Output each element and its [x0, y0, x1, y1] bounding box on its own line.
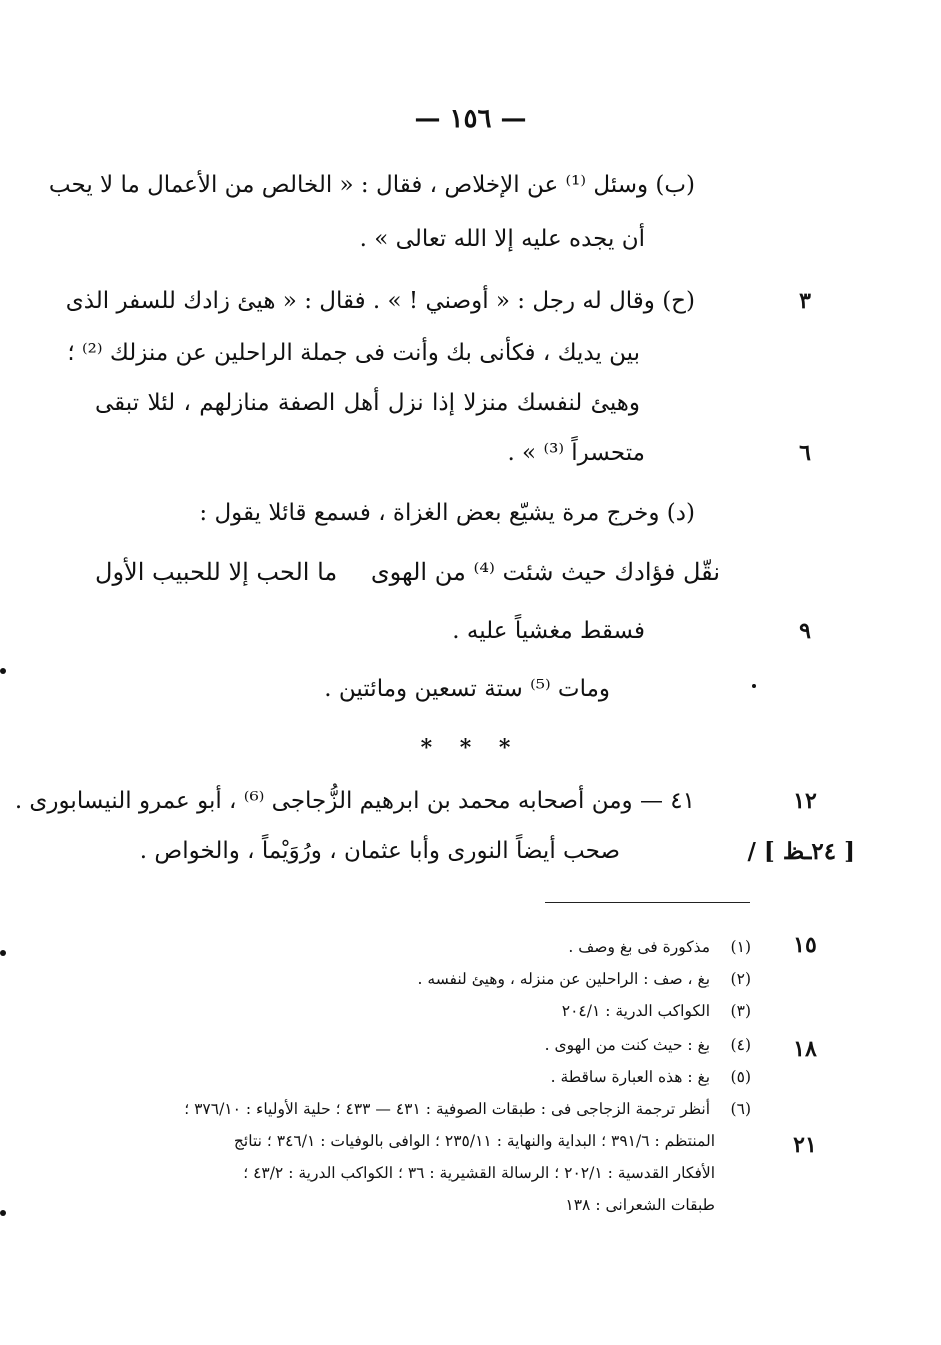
line-number-9: ٩	[799, 618, 811, 644]
line-number-18: ١٨	[793, 1036, 817, 1062]
scan-speck	[752, 684, 756, 688]
footnote-6-line-4: طبقات الشعرانى : ١٣٨	[565, 1196, 715, 1214]
scan-speck	[0, 668, 6, 674]
line-number-3: ٣	[799, 288, 811, 314]
text-line-c3: وهيئ لنفسك منزلا إذا نزل أهل الصفة منازلهم ، لئلا تبقى	[95, 390, 640, 416]
footnote-6-line-3: الأفكار القدسية : ٢٠٢/١ ؛ الرسالة القشيرية : ٣٦ ؛ الكواكب الدرية : ٤٣/٢ ؛	[243, 1164, 715, 1182]
verse-first-hemistich: نقّل فؤادك حيث شئت ⁽⁴⁾ من الهوى	[370, 558, 720, 586]
footnote-6-mark: (٦)	[730, 1100, 751, 1118]
footnote-3	[562, 1002, 751, 1020]
line-number-15: ١٥	[793, 932, 817, 958]
line-number-21: ٢١	[793, 1132, 817, 1158]
footnote-2-mark: (٢)	[730, 970, 751, 988]
folio-marker: [ ٢٤ـظ ] /	[747, 838, 855, 865]
poetry-verse	[95, 558, 720, 594]
footnote-1-text: مذكورة فى بغ وصف .	[568, 938, 711, 956]
footnote-1-mark: (١)	[730, 938, 751, 956]
text-line-d1: (د) وخرج مرة يشيّع بعض الغزاة ، فسمع قائلا يقول :	[199, 500, 695, 526]
footnote-6-line-2: المنتظم : ٣٩١/٦ ؛ البداية والنهاية : ٢٣٥/١١ ؛ الوافى بالوفيات : ٣٤٦/١ ؛ نتائج	[233, 1132, 715, 1150]
text-line-e1: ٤١ — ومن أصحابه محمد بن ابرهيم الزُّجاجى ⁽⁶⁾ ، أبو عمرو النيسابورى .	[14, 788, 695, 814]
text-line-c2: بين يديك ، فكأنى بك وأنت فى جملة الراحلين عن منزلك ⁽²⁾ ؛	[67, 340, 640, 366]
footnote-4-mark: (٤)	[730, 1036, 751, 1054]
text-line-b1: (ب) وسئل ⁽¹⁾ عن الإخلاص ، فقال : « الخالص من الأعمال ما لا يحب	[48, 172, 695, 198]
footnote-1	[568, 938, 751, 956]
scan-speck	[0, 1210, 6, 1216]
text-line-b2: أن يجده عليه إلا الله تعالى » .	[359, 226, 645, 252]
footnote-3-mark: (٣)	[730, 1002, 751, 1020]
text-line-c4: متحسراً ⁽³⁾ » .	[507, 440, 645, 466]
text-line-d2: فسقط مغشياً عليه .	[452, 618, 645, 644]
page-number: — ١٥٦ —	[414, 104, 527, 134]
text-line-e2: صحب أيضاً النورى وأبا عثمان ، ورُوَيْماً ، والخواص .	[139, 838, 620, 864]
footnote-2	[418, 970, 751, 988]
verse-second-hemistich: ما الحب إلا للحبيب الأول	[95, 558, 338, 586]
footnote-3-text: الكواكب الدرية : ٢٠٤/١	[561, 1002, 711, 1020]
line-number-6: ٦	[799, 440, 811, 466]
footnote-4-text: بغ : حيث كنت من الهوى .	[544, 1036, 711, 1054]
footnote-5	[551, 1068, 751, 1086]
footnote-2-text: بغ ، صف : الراحلين عن منزله ، وهيئ لنفسه .	[417, 970, 711, 988]
text-line-c1: (ح) وقال له رجل : « أوصني ! » . فقال : « هيئ زادك للسفر الذى	[65, 288, 695, 314]
footnote-6-text-line-1: أنظر ترجمة الزجاجى فى : طبقات الصوفية : ٤٣١ — ٤٣٣ ؛ حلية الأولياء : ٣٧٦/١٠ ؛	[184, 1100, 711, 1118]
text-line-death: ومات ⁽⁵⁾ ستة تسعين ومائتين .	[324, 676, 610, 702]
footnote-4	[545, 1036, 751, 1054]
section-separator: * * *	[420, 735, 521, 761]
line-number-12: ١٢	[793, 788, 817, 814]
footnote-5-text: بغ : هذه العبارة ساقطة .	[550, 1068, 711, 1086]
scan-speck	[0, 950, 6, 956]
footnote-rule	[545, 902, 750, 903]
footnote-6	[91, 1100, 751, 1118]
footnote-5-mark: (٥)	[730, 1068, 751, 1086]
